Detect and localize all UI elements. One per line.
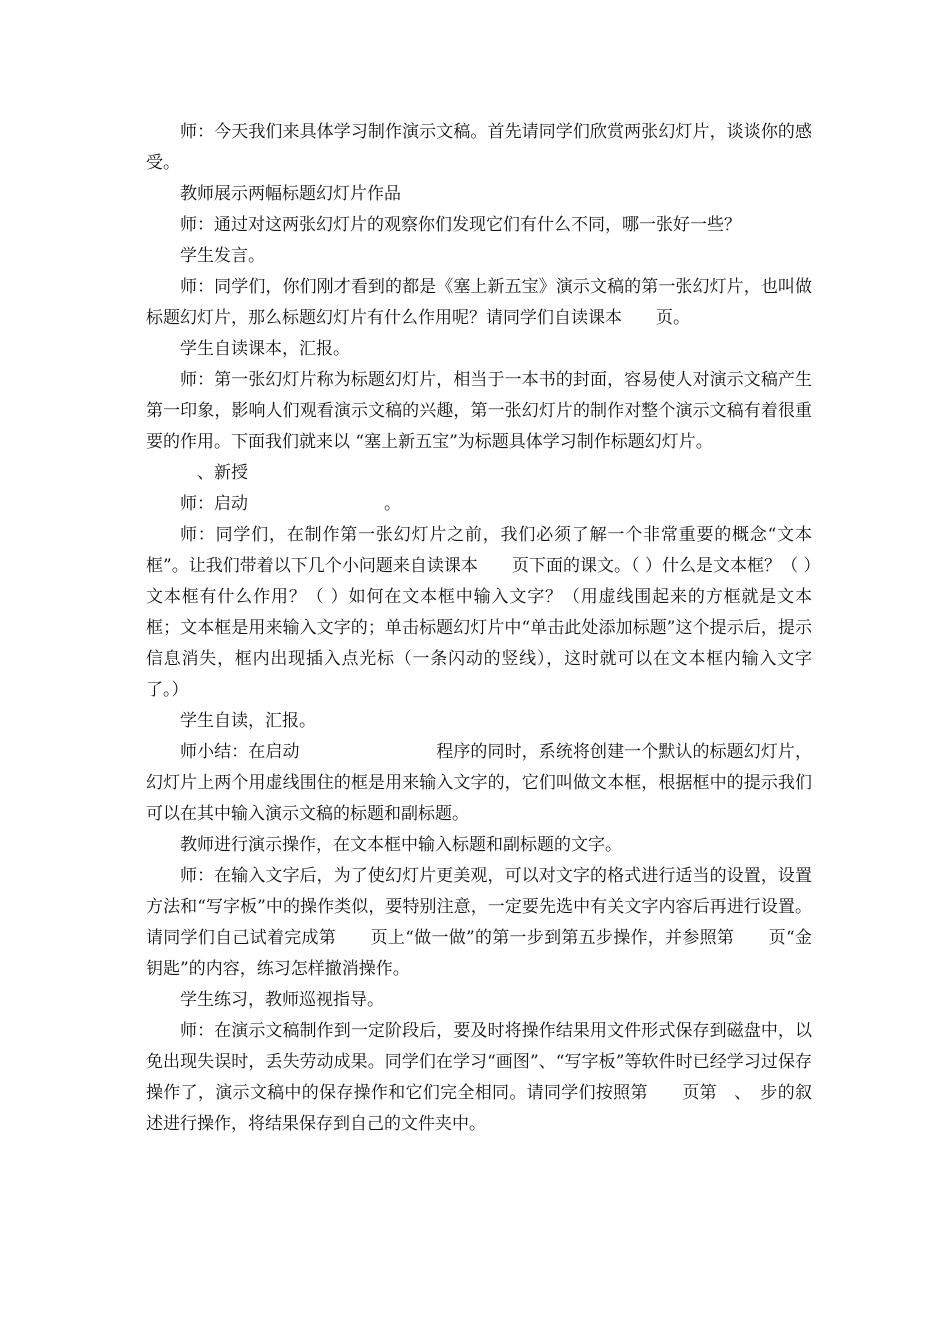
paragraph-15: 学生练习，教师巡视指导。 [180,990,384,1010]
paragraph-14: 师：在输入文字后，为了使幻灯片更美观，可以对文字的格式进行适当的设置，设置方法和“写字板”中的操作类似，要特别注意，一定要先选中有关文字内容后再进行设置。请同学们自己试着完成第 页上“做一做”的第一步到第五步操作，并参照第 页“金钥匙”的内容，练习怎样撤消操作。 [146,866,812,979]
paragraph-5: 师：同学们，你们刚才看到的都是《塞上新五宝》演示文稿的第一张幻灯片，也叫做标题幻灯片，那么标题幻灯片有什么作用呢？请同学们自读课本 页。 [146,277,812,328]
paragraph-13: 教师进行演示操作，在文本框中输入标题和副标题的文字。 [180,835,622,855]
paragraph-1: 师：今天我们来具体学习制作演示文稿。首先请同学们欣赏两张幻灯片，谈谈你的感受。 [146,122,812,173]
paragraph-2: 教师展示两幅标题幻灯片作品 [180,184,401,204]
section-heading-new-lesson: 、新授 [180,463,248,483]
paragraph-9: 师：启动 。 [180,494,401,514]
paragraph-6: 学生自读课本，汇报。 [180,339,350,359]
paragraph-10: 师：同学们，在制作第一张幻灯片之前，我们必须了解一个非常重要的概念“文本框”。让我们带着以下几个小问题来自读课本 页下面的课文。（ ）什么是文本框？（ ）文本框有什么作用？（ ）如何在文本框中输入文字？（用虚线围起来的方框就是文本框；文本框是用来输入文字的；单击标题幻灯片中“单击此处添加标题”这个提示后，提示信息消失，框内出现插入点光标（一条闪动的竖线），这时就可以在文本框内输入文字了。） [146,525,812,700]
paragraph-11: 学生自读，汇报。 [180,711,316,731]
document-body [146,117,812,1140]
paragraph-4: 学生发言。 [180,246,265,266]
paragraph-12: 师小结：在启动 程序的同时，系统将创建一个默认的标题幻灯片，幻灯片上两个用虚线围住的框是用来输入文字的，它们叫做文本框，根据框中的提示我们可以在其中输入演示文稿的标题和副标题。 [146,742,812,824]
paragraph-3: 师：通过对这两张幻灯片的观察你们发现它们有什么不同，哪一张好一些？ [180,215,741,235]
paragraph-16: 师：在演示文稿制作到一定阶段后，要及时将操作结果用文件形式保存到磁盘中，以免出现失误时，丢失劳动成果。同学们在学习“画图”、“写字板”等软件时已经学习过保存操作了，演示文稿中的保存操作和它们完全相同。请同学们按照第 页第 、 步的叙述进行操作，将结果保存到自己的文件夹中。 [146,1021,812,1134]
paragraph-7: 师：第一张幻灯片称为标题幻灯片，相当于一本书的封面，容易使人对演示文稿产生第一印象，影响人们观看演示文稿的兴趣，第一张幻灯片的制作对整个演示文稿有着很重要的作用。下面我们就来以 “塞上新五宝”为标题具体学习制作标题幻灯片。 [146,370,812,452]
